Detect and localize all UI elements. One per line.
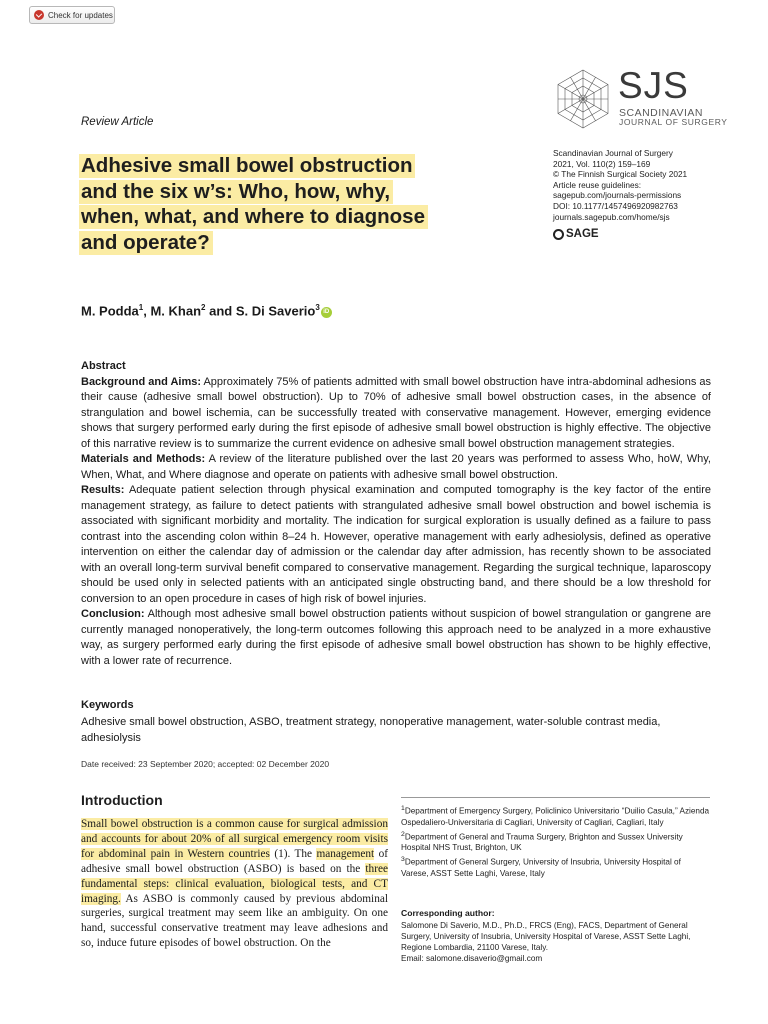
article-title xyxy=(81,153,481,255)
author-name: M. Khan xyxy=(150,303,202,319)
journal-name-line2: JOURNAL OF SURGERY xyxy=(619,117,728,127)
introduction-heading: Introduction xyxy=(81,792,163,808)
check-for-updates-button[interactable] xyxy=(29,6,115,24)
journal-abbreviation: SJS xyxy=(618,65,689,106)
journal-logo-icon xyxy=(552,68,614,130)
email-label: Email: xyxy=(401,954,427,963)
body-text: (1). The xyxy=(269,847,317,860)
author-name: M. Podda xyxy=(81,303,139,319)
abstract-background xyxy=(81,375,711,453)
abstract-results xyxy=(81,483,711,607)
affiliation-item xyxy=(401,830,710,855)
email-link[interactable]: salomone.disaverio@gmail.com xyxy=(426,954,543,963)
affiliation-text: Department of Emergency Surgery, Policlinico Universitario “Duilio Casula,” Azienda Ospedaliero-Universitaria di Cagliari, University of Cagliari, Cagliari, Italy xyxy=(401,806,710,827)
check-for-updates-label: Check for updates xyxy=(48,10,113,20)
orcid-icon[interactable]: iD xyxy=(321,307,332,318)
body-text: of adhesive small bowel obstruction (ASBO) is based on the xyxy=(81,847,388,875)
highlighted-text: three fundamental steps: clinical evaluation, biological tests, and CT imaging. xyxy=(81,862,388,905)
meta-copyright: © The Finnish Surgical Society 2021 xyxy=(553,169,688,180)
title-line: and operate? xyxy=(79,231,213,255)
meta-journal-name: Scandinavian Journal of Surgery xyxy=(553,148,673,158)
meta-reuse-heading: Article reuse guidelines: xyxy=(553,179,642,190)
abstract-background-text: Approximately 75% of patients admitted with small bowel obstruction have intra-abdominal adhesions as their cause (adhesive small bowel obstruction). Up to 70% of adhesive small bowel obstruction cases, in the absence of strangulation and bowel ischemia, can be successfully treated with conservative management. However, emerging evidence shows that surgery performed early during the first episode of adhesive small bowel obstruction is highly effective. The objective of this narrative review is to summarize the current evidence on adhesive small bowel obstruction management strategies. xyxy=(81,375,711,450)
abstract-methods-label: Materials and Methods: xyxy=(81,453,206,465)
corresponding-author-details xyxy=(401,920,710,964)
abstract-results-text: Adequate patient selection through physical examination and computed tomography is the key factor of the entire management strategy, as failure to detect patients with strangulated adhesive small bowel obstruction and bowel ischemia is associated with significant morbidity and mortality. The indication for surgical exploration is usually defined as a failure to pass contrast into the ascending colon within 8–24 h. However, operative management with early adhesiolysis, defined as operative intervention on either the calendar day of admission or the calendar day after admission, has recently shown to be associated with an overall long-term survival benefit compared to conservative management. Regarding the surgical technique, laparoscopy should be used only in selected patients with an anticipated single obstructing band, and there should be a low threshold for conversion to an open procedure in cases of high risk of bowel injuries. xyxy=(81,484,711,605)
affiliation-number: 2 xyxy=(401,830,405,838)
journal-meta xyxy=(553,148,687,222)
check-icon xyxy=(34,10,44,20)
introduction-text xyxy=(81,817,388,951)
body-text: As ASBO is commonly caused by previous abdominal surgeries, surgical treatment may seem like an ambiguity. On one hand, successful conservative treatment may leave adhesions and so, induce future episodes of bowel obstruction. On the xyxy=(81,892,388,950)
meta-volume: 2021, Vol. 110(2) 159–169 xyxy=(553,158,651,169)
author-list xyxy=(81,303,332,318)
affiliation-text: Department of General and Trauma Surgery, Brighton and Sussex University Hospital NHS Trust, Brighton, UK xyxy=(401,832,683,853)
title-line: Adhesive small bowel obstruction xyxy=(79,154,415,178)
affiliation-text: Department of General Surgery, University of Insubria, University Hospital of Varese, ASST Sette Laghi, Varese, Italy xyxy=(401,857,681,878)
abstract-conclusion-text: Although most adhesive small bowel obstruction patients without suspicion of bowel strangulation or gangrene are currently managed nonoperatively, the long-term outcomes following this approach need to be analyzed in a more exhaustive way, as surgery performed early during the first episode of adhesive small bowel obstruction has shown to be highly effective, with a lower rate of recurrence. xyxy=(81,608,711,667)
corresponding-author-heading: Corresponding author: xyxy=(401,908,495,918)
footnote-divider xyxy=(401,797,710,798)
date-received: Date received: 23 September 2020; accepted: 02 December 2020 xyxy=(81,759,330,769)
keywords-text: Adhesive small bowel obstruction, ASBO, treatment strategy, nonoperative management, water-soluble contrast media, adhesiolysis xyxy=(81,716,661,744)
author-separator: , xyxy=(143,303,151,319)
abstract-conclusion-label: Conclusion: xyxy=(81,608,145,620)
title-line: when, what, and where to diagnose xyxy=(79,205,428,229)
abstract-results-label: Results: xyxy=(81,484,125,496)
author-affiliation-number: 1 xyxy=(138,303,144,312)
affiliations xyxy=(401,804,710,881)
abstract-methods xyxy=(81,452,711,483)
article-type-label: Review Article xyxy=(81,116,154,128)
author-affiliation-number: 3 xyxy=(315,303,320,312)
abstract-background-label: Background and Aims: xyxy=(81,375,202,388)
affiliation-item xyxy=(401,855,710,880)
meta-doi-link[interactable]: DOI: 10.1177/1457496920982763 xyxy=(553,200,678,211)
abstract-methods-text: A review of the literature published over the last 20 years was performed to assess Who, hoW, Why, When, What, and Where diagnose and operate on patients with adhesive small bowel obstruction. xyxy=(81,453,711,481)
affiliation-number: 1 xyxy=(401,805,405,812)
keywords-heading: Keywords xyxy=(81,699,134,711)
meta-journal-link[interactable]: journals.sagepub.com/home/sjs xyxy=(553,211,670,222)
publisher-logo xyxy=(553,228,599,240)
corresponding-author-text: Salomone Di Saverio, M.D., Ph.D., FRCS (Eng), FACS, Department of General Surgery, University of Insubria, University Hospital of Varese, ASST Sette Laghi, Regione Lombardia, 21100 Varese, Italy. xyxy=(401,921,691,952)
author-affiliation-number: 2 xyxy=(201,303,206,312)
affiliation-item xyxy=(401,804,710,829)
journal-name-line1: SCANDINAVIAN xyxy=(619,107,703,119)
meta-permissions-link[interactable]: sagepub.com/journals-permissions xyxy=(553,190,682,201)
highlighted-text: Small bowel obstruction is a common cause for surgical admission and accounts for about 20% of all surgical emergency room visits for abdominal pain in Western countries xyxy=(81,818,388,860)
author-name: S. Di Saverio xyxy=(235,303,316,319)
author-separator: and xyxy=(205,303,236,319)
abstract xyxy=(81,359,711,669)
affiliation-number: 3 xyxy=(401,856,405,864)
publisher-name: SAGE xyxy=(566,228,599,240)
highlighted-text: management xyxy=(316,847,375,860)
title-line: and the six w’s: Who, how, why, xyxy=(79,180,393,204)
abstract-conclusion xyxy=(81,607,711,669)
sage-logo-icon xyxy=(553,229,564,240)
abstract-heading: Abstract xyxy=(81,360,126,372)
